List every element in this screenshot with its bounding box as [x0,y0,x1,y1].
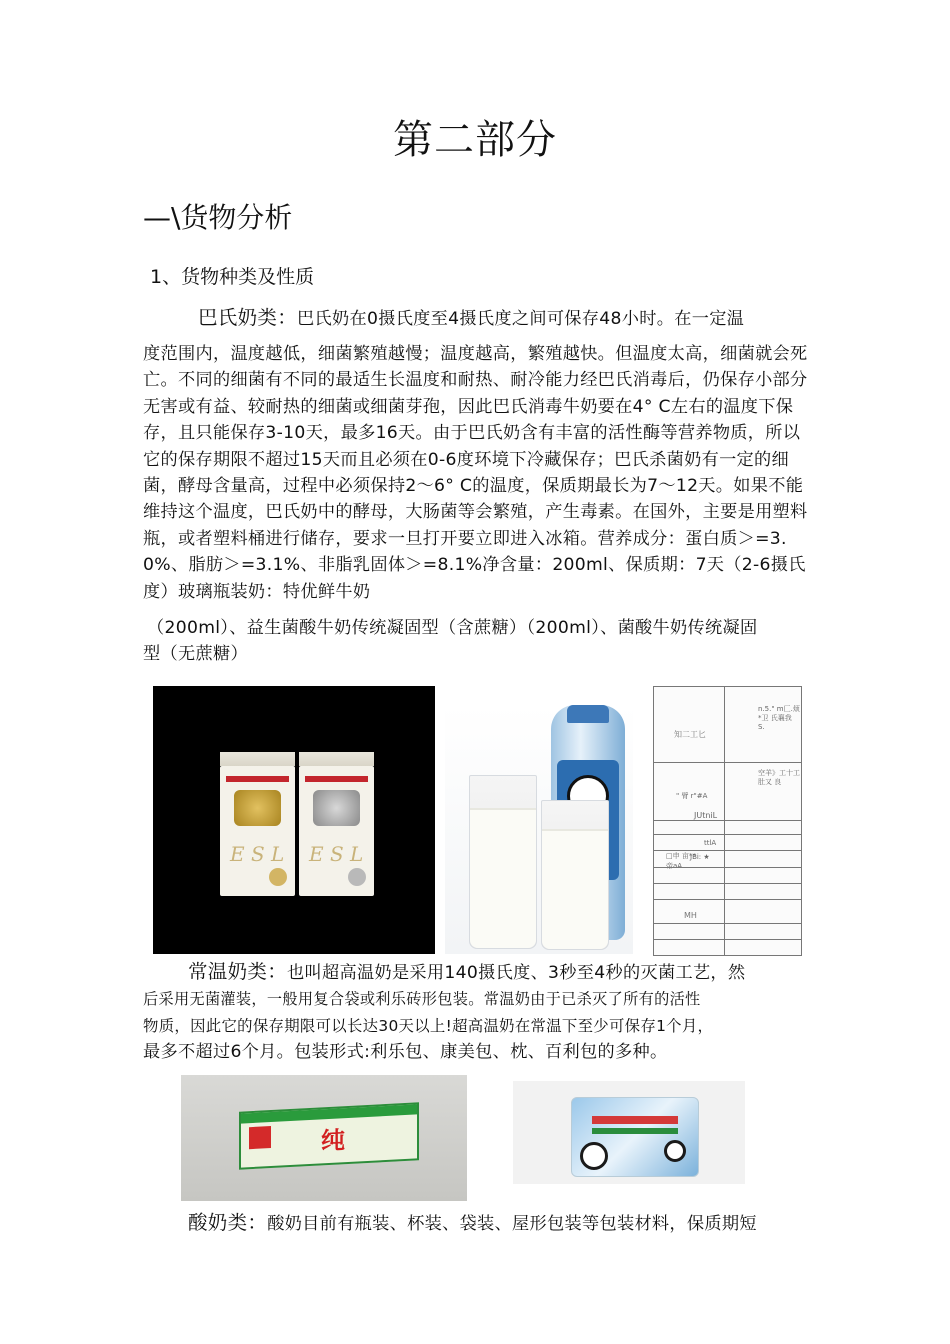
form-text: n.5." m匚.烦*卫 氏襄我 S. [758,705,800,731]
milk-box [239,1102,419,1169]
subsection-heading: 1、货物种类及性质 [150,266,315,288]
form-text: 知二工匕 [674,730,706,739]
milk-bag-photo [513,1081,745,1184]
uht-line-2: 后采用无菌灌装，一般用复合袋或利乐砖形包装。常温奶由于已杀灭了所有的活性 [143,990,701,1009]
uht-paragraph [143,959,811,1066]
uht-line-1 [143,959,811,986]
form-text: 空羊》工十工肚又 良 [758,769,800,786]
uht-text: 也叫超高温奶是采用140摄氏度、3秒至4秒的灭菌工艺，然 [287,963,746,983]
continuation-line-1: （200ml）、益生菌酸牛奶传统凝固型（含蔗糖）（200ml）、菌酸牛奶传统凝固 [147,618,758,638]
continuation-line-2: 型（无蔗糖） [143,644,248,665]
milk-glass [541,800,609,950]
pasteurized-body: 度范围内，温度越低，细菌繁殖越慢；温度越高，繁殖越快。但温度太高，细菌就会死亡。不同的细菌有不同的最适生长温度和耐热、耐冷能力经巴氏消毒后，仍保存小部分无害或有益、较耐热的细菌或细菌芽孢，因此巴氏消毒牛奶要在4° C左右的温度下保存，且只能保存3-10天，最多16天。由于巴氏奶含有丰富的活性酶等营养物质，所以它的保存期限不超过15天而且必须在0-6度环境下冷藏保存；巴氏杀菌奶有一定的细菌，酵母含量高，过程中必须保持2～6° C的温度，保质期最长为7～12天。如果不能维持这个温度，巴氏奶中的酵母，大肠菌等会繁殖，产生毒素。在国外，主要是用塑料瓶，或者塑料桶进行储存，要求一旦打开要立即进入冰箱。营养成分：蛋白质＞=3.0%、脂肪＞=3.1%、非脂乳固体＞=8.1%净含量：200ml、保质期：7天（2-6摄氏度）玻璃瓶装奶：特优鲜牛奶 [143,344,808,602]
milk-bottle-photo [445,705,633,954]
carton-photo [153,686,435,954]
pasteurized-lead: 巴氏奶类： [198,306,298,329]
carton-script: E S L [230,842,285,866]
pasteurized-first-line [143,304,811,333]
milk-glass [469,775,537,949]
section-heading: —\货物分析 [143,201,293,234]
box-text: 纯 [321,1125,345,1156]
uht-lead: 常温奶类： [188,960,288,983]
pasteurized-paragraph [143,304,811,605]
pasteurized-continuation [143,615,811,668]
milk-carton [220,766,295,896]
form-text: □申 亩** 帝aA [666,852,696,870]
form-scan [653,686,802,956]
milk-bag [571,1097,699,1177]
form-text: JBi: ★ [690,853,710,861]
carton-script: E S L [309,842,364,866]
yogurt-line-1 [143,1210,811,1237]
form-text: ttlA [704,839,717,847]
pasteurized-first-text: 巴氏奶在0摄氏度至4摄氏度之间可保存48小时。在一定温 [297,309,745,329]
uht-line-4: 最多不超过6个月。包装形式:利乐包、康美包、枕、百利包的多种。 [143,1042,668,1063]
form-text: JUtniL [694,811,718,820]
form-text: " 臂 r"#A [676,792,708,800]
milk-carton [299,766,374,896]
milk-box-photo [181,1075,467,1201]
form-text: MH [684,911,697,920]
yogurt-lead: 酸奶类： [188,1211,268,1234]
page-title: 第二部分 [393,117,557,163]
yogurt-text: 酸奶目前有瓶装、杯装、袋装、屋形包装等包装材料，保质期短 [267,1214,757,1234]
yogurt-paragraph [143,1210,811,1237]
uht-line-3: 物质，因此它的保存期限可以长达30天以上!超高温奶在常温下至少可保存1个月， [143,1016,714,1035]
